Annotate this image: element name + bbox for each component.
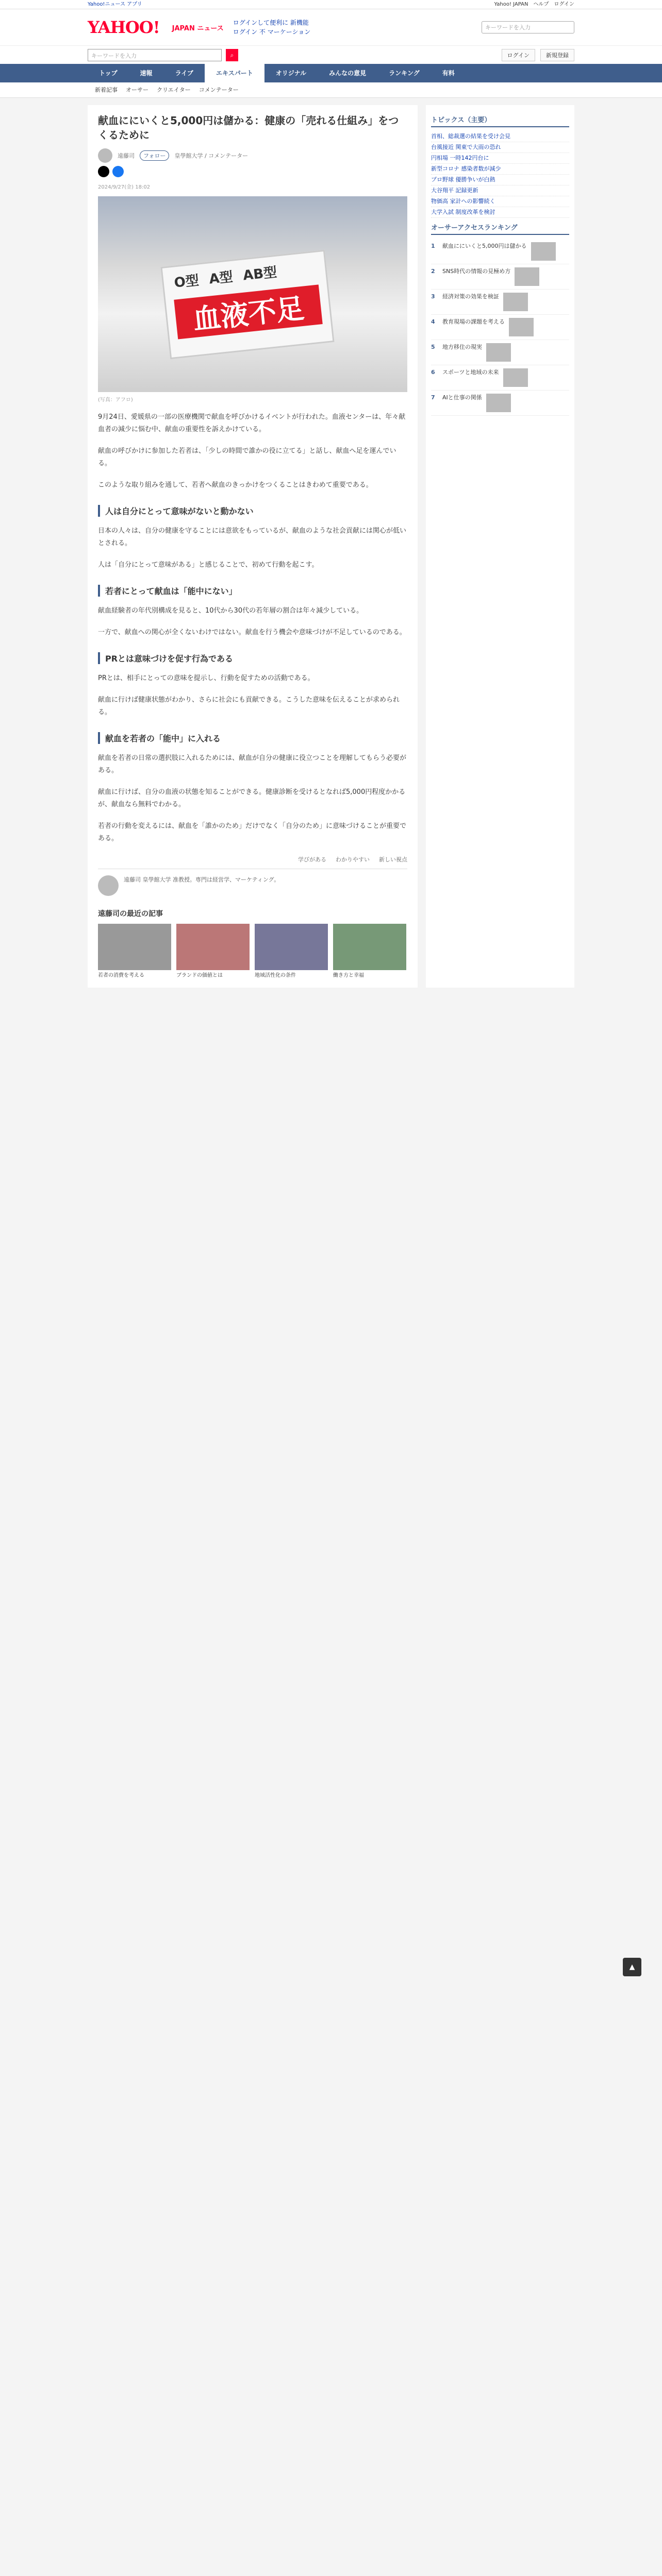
top-utility-bar: [0, 0, 662, 9]
sub-nav: [0, 82, 662, 98]
subnav-commentator[interactable]: コメンテーター: [198, 87, 239, 93]
ranking-item[interactable]: [431, 391, 569, 416]
related-card-title: 働き方と幸福: [333, 973, 364, 978]
ranking-item[interactable]: [431, 239, 569, 264]
reaction-clear-button[interactable]: わかりやすい: [336, 856, 370, 863]
signup-button[interactable]: 新規登録: [540, 49, 574, 61]
ranking-thumbnail: [531, 242, 556, 261]
header-search-input[interactable]: キーワードを入力: [482, 21, 574, 33]
ranking-title-text: AIと仕事の関係: [442, 394, 482, 401]
header-right: [482, 21, 574, 33]
search-band: [0, 45, 662, 64]
ranking-item[interactable]: [431, 340, 569, 365]
author-avatar[interactable]: [98, 148, 112, 163]
related-card-title: 若者の消費を考える: [98, 973, 144, 978]
paragraph: 一方で、献血への関心が全くないわけではない。献血を行う機会や意味づけが不足しているのである。: [98, 629, 406, 636]
nav-breaking[interactable]: 速報: [140, 70, 153, 77]
topic-item[interactable]: 大谷翔平 記録更新: [431, 185, 569, 196]
author-box: [98, 869, 407, 896]
ranking-thumbnail: [503, 293, 528, 311]
blood-type-ab: AB型: [242, 264, 278, 284]
ranking-title-text: 教育現場の課題を考える: [442, 318, 505, 325]
utility-link-login[interactable]: ログイン: [554, 2, 574, 7]
related-card-title: 地域活性化の条件: [255, 973, 296, 978]
ranking-list: [431, 239, 569, 416]
scroll-top-icon[interactable]: ▲: [623, 1958, 641, 1976]
nav-ranking[interactable]: ランキング: [389, 70, 420, 77]
related-card[interactable]: [333, 924, 406, 979]
ranking-title-text: SNS時代の情報の見極め方: [442, 268, 511, 275]
nav-paid[interactable]: 有料: [442, 70, 455, 77]
ranking-number: 5: [431, 344, 435, 350]
ranking-item[interactable]: [431, 365, 569, 391]
topic-list: [431, 131, 569, 218]
hero-image: [98, 196, 407, 392]
section-heading-4: 献血を若者の「能中」に入れる: [98, 732, 407, 744]
paragraph: 若者の行動を変えるには、献血を「誰かのため」だけでなく「自分のため」に意味づけることが重要である。: [98, 822, 407, 842]
ranking-number: 1: [431, 243, 435, 249]
paragraph: 献血に行けば、自分の血液の状態を知ることができる。健康診断を受けるとなれば5,000円程度かかるが、献血なら無料でわかる。: [98, 788, 406, 808]
ranking-thumbnail: [486, 343, 511, 362]
ranking-number: 3: [431, 293, 435, 300]
facebook-share-icon[interactable]: [112, 166, 124, 177]
blood-shortage-sign: [160, 250, 334, 359]
search-icon[interactable]: ⌕: [226, 49, 238, 61]
subnav-author[interactable]: オーサー: [126, 87, 148, 93]
blood-type-o: O型: [173, 273, 200, 291]
topic-item[interactable]: 新型コロナ 感染者数が減少: [431, 164, 569, 175]
ranking-number: 7: [431, 394, 435, 401]
reaction-buttons: [98, 855, 407, 863]
paragraph: 献血を若者の日常の選択肢に入れるためには、献血が自分の健康に役立つことを理解してもらう必要がある。: [98, 754, 407, 774]
ranking-thumbnail: [503, 368, 528, 387]
utility-left-link[interactable]: Yahoo!ニュース アプリ: [88, 2, 142, 7]
topic-item[interactable]: プロ野球 優勝争いが白熱: [431, 175, 569, 185]
page-body: [0, 98, 662, 988]
byline: [98, 148, 407, 163]
related-thumbnail: [333, 924, 406, 970]
nav-expert[interactable]: エキスパート: [205, 64, 264, 82]
topic-item[interactable]: 台風接近 関東で大雨の恐れ: [431, 142, 569, 153]
header-link-line1[interactable]: ログインして便利に 新機能: [233, 19, 309, 26]
related-title: 遠藤司の最近の記事: [98, 910, 163, 918]
paragraph: 日本の人々は、自分の健康を守ることには意欲をもっているが、献血のような社会貢献には関心が低いとされる。: [98, 527, 407, 547]
nav-top[interactable]: トップ: [99, 70, 118, 77]
ranking-number: 2: [431, 268, 435, 275]
blood-type-a: A型: [208, 269, 234, 287]
related-thumbnail: [255, 924, 328, 970]
section-heading-2: 若者にとって献血は「能中にない」: [98, 585, 407, 597]
subnav-creator[interactable]: クリエイター: [157, 87, 191, 93]
related-thumbnail: [98, 924, 171, 970]
ranking-thumbnail: [509, 318, 534, 336]
related-card[interactable]: [176, 924, 250, 979]
article-main: [88, 105, 418, 988]
news-logo-sub: JAPAN ニュース: [172, 24, 224, 32]
blood-shortage-label: 血液不足: [174, 284, 323, 339]
topic-item[interactable]: 大学入試 制度改革を検討: [431, 207, 569, 218]
image-caption: (写真：アフロ): [98, 397, 133, 403]
ranking-title-text: 地方移住の現実: [442, 344, 482, 350]
subnav-new[interactable]: 新着記事: [95, 87, 118, 93]
related-card-title: ブランドの価値とは: [176, 973, 223, 978]
paragraph: 献血経験者の年代別構成を見ると、10代から30代の若年層の割合は年々減少している。: [98, 607, 363, 615]
paragraph: 献血に行けば健康状態がわかり、さらに社会にも貢献できる。こうした意味を伝えることが求められる。: [98, 696, 400, 716]
author-bio: 遠藤司 皇學館大学 准教授。専門は経営学、マーケティング。: [124, 876, 280, 883]
yahoo-logo[interactable]: YAHOO!: [88, 18, 160, 37]
nav-opinion[interactable]: みんなの意見: [329, 70, 367, 77]
author-box-avatar[interactable]: [98, 875, 119, 896]
share-row: [98, 166, 407, 177]
ranking-item[interactable]: [431, 290, 569, 315]
ranking-item[interactable]: [431, 315, 569, 340]
follow-button[interactable]: フォロー: [140, 150, 169, 161]
topic-item[interactable]: 首相、総裁選の結果を受け会見: [431, 131, 569, 142]
ranking-title-text: 経済対策の効果を検証: [442, 293, 499, 300]
ranking-title: オーサーアクセスランキング: [431, 222, 569, 235]
site-header: [0, 9, 662, 45]
header-links: [233, 18, 311, 37]
x-share-icon[interactable]: [98, 166, 109, 177]
sidebar: [426, 105, 574, 988]
main-nav: [0, 64, 662, 82]
paragraph: 献血の呼びかけに参加した若者は、「少しの時間で誰かの役に立てる」と話し、献血へ足を運んでいる。: [98, 447, 396, 467]
reaction-learn-button[interactable]: 学びがある: [298, 856, 326, 863]
article-title: 献血ににいくと5,000円は儲かる：健康の「売れる仕組み」をつくるために: [98, 114, 399, 141]
related-thumbnail: [176, 924, 250, 970]
utility-link-help[interactable]: ヘルプ: [533, 2, 549, 7]
utility-link-yahoo[interactable]: Yahoo! JAPAN: [494, 2, 528, 7]
article-date: 2024/9/27(金) 18:02: [98, 184, 151, 190]
topic-item[interactable]: 円相場 一時142円台に: [431, 153, 569, 164]
ranking-number: 4: [431, 318, 435, 325]
topic-item[interactable]: 物価高 家計への影響続く: [431, 196, 569, 207]
login-button[interactable]: ログイン: [502, 49, 535, 61]
reaction-newview-button[interactable]: 新しい視点: [379, 856, 407, 863]
paragraph: PRとは、相手にとっての意味を提示し、行動を促すための活動である。: [98, 674, 315, 682]
ranking-title-text: 献血ににいくと5,000円は儲かる: [442, 243, 527, 249]
header-link-line2[interactable]: ログイン 不 マーケーション: [233, 28, 311, 36]
paragraph: このような取り組みを通して、若者へ献血のきっかけをつくることはきわめて重要である。: [98, 481, 373, 489]
ranking-item[interactable]: [431, 264, 569, 290]
author-name[interactable]: 遠藤司: [118, 152, 135, 159]
author-role: 皇學館大学 / コメンテーター: [174, 152, 249, 159]
nav-original[interactable]: オリジナル: [275, 70, 307, 77]
topics-title: トピックス（主要）: [431, 114, 569, 127]
section-heading-3: PRとは意味づけを促す行為である: [98, 652, 407, 664]
related-card[interactable]: [255, 924, 328, 979]
ranking-title-text: スポーツと地域の未来: [442, 369, 499, 376]
section-heading-1: 人は自分にとって意味がないと動かない: [98, 505, 407, 517]
ranking-number: 6: [431, 369, 435, 376]
related-card[interactable]: [98, 924, 171, 979]
paragraph: 9月24日、愛媛県の一部の医療機関で献血を呼びかけるイベントが行われた。血液センターは、年々献血者の減少に悩む中、献血の重要性を訴えかけている。: [98, 413, 406, 433]
ranking-thumbnail: [486, 394, 511, 412]
ranking-thumbnail: [515, 267, 539, 286]
paragraph: 人は「自分にとって意味がある」と感じることで、初めて行動を起こす。: [98, 561, 319, 569]
related-grid: [98, 924, 407, 979]
search-input[interactable]: キーワードを入力: [88, 49, 222, 61]
nav-live[interactable]: ライブ: [175, 70, 193, 77]
